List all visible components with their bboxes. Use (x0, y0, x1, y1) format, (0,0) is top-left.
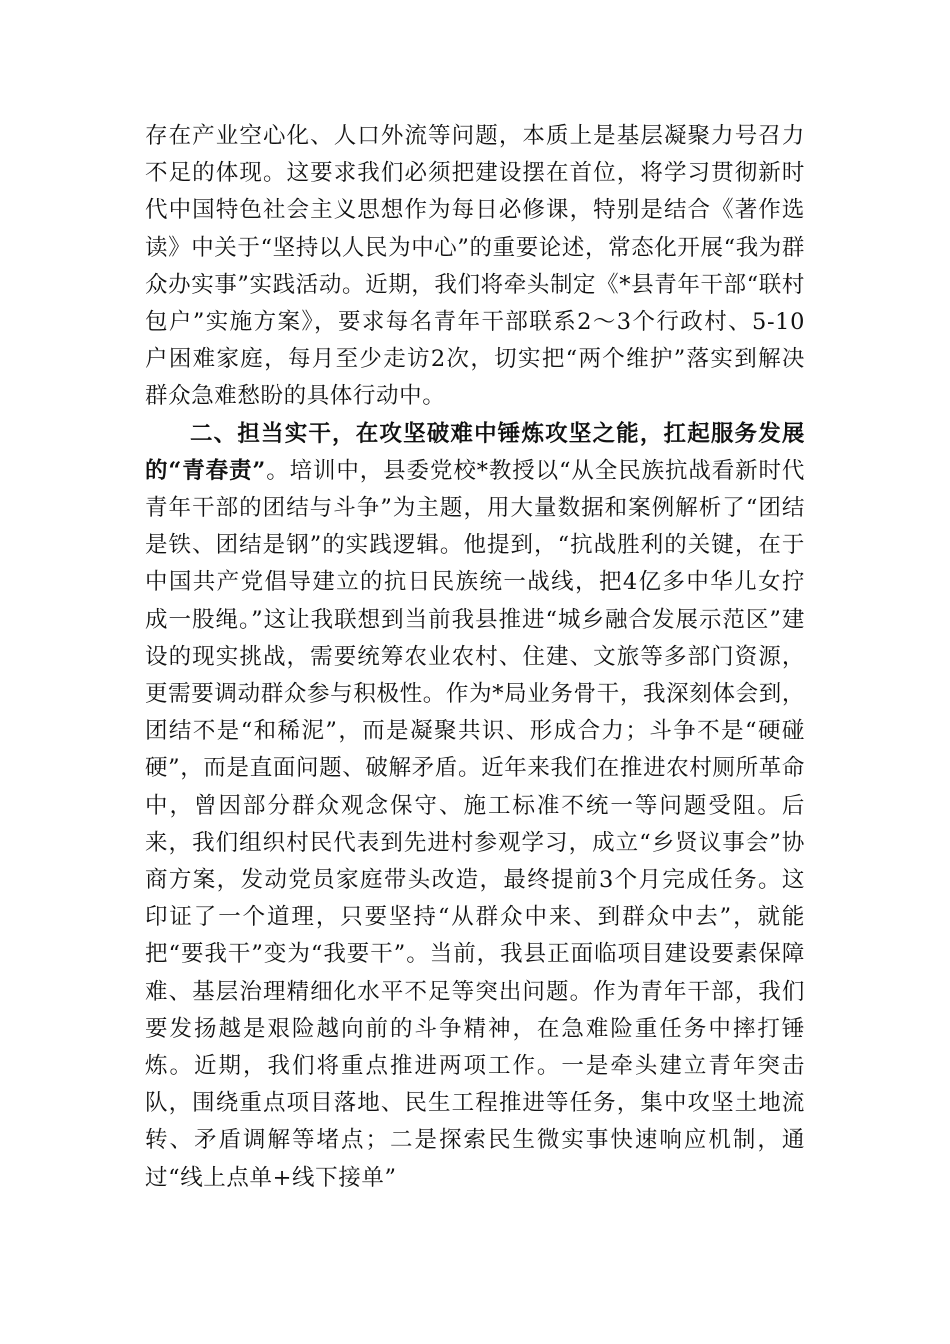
paragraph-continued (145, 118, 805, 416)
section-heading: 二、担当实干，在攻坚破难中锤炼攻坚之能，扛起服务发展的“青春责” (145, 420, 805, 484)
document-body (145, 118, 805, 1197)
paragraph-section-two (145, 416, 805, 1197)
paragraph-text: 存在产业空心化、人口外流等问题，本质上是基层凝聚力号召力不足的体现。这要求我们必须把建设摆在首位，将学习贯彻新时代中国特色社会主义思想作为每日必修课，特别是结合《著作选读》中关于“坚持以人民为中心”的重要论述，常态化开展“我为群众办实事”实践活动。近期，我们将牵头制定《*县青年干部“联村包户”实施方案》，要求每名青年干部联系2～3个行政村、5-10户困难家庭，每月至少走访2次，切实把“两个维护”落实到解决群众急难愁盼的具体行动中。 (145, 123, 806, 410)
paragraph-text: 。培训中，县委党校*教授以“从全民族抗战看新时代青年干部的团结与斗争”为主题，用大量数据和案例解析了“团结是铁、团结是钢”的实践逻辑。他提到，“抗战胜利的关键，在于中国共产党倡导建立的抗日民族统一战线，把4亿多中华儿女拧成一股绳。”这让我联想到当前我县推进“城乡融合发展示范区”建设的现实挑战，需要统筹农业农村、住建、文旅等多部门资源，更需要调动群众参与积极性。作为*局业务骨干，我深刻体会到，团结不是“和稀泥”，而是凝聚共识、形成合力；斗争不是“硬碰硬”，而是直面问题、破解矛盾。近年来我们在推进农村厕所革命中，曾因部分群众观念保守、施工标准不统一等问题受阻。后来，我们组织村民代表到先进村参观学习，成立“乡贤议事会”协商方案，发动党员家庭带头改造，最终提前3个月完成任务。这印证了一个道理，只要坚持“从群众中来、到群众中去”，就能把“要我干”变为“我要干”。当前，我县正面临项目建设要素保障难、基层治理精细化水平不足等突出问题。作为青年干部，我们要发扬越是艰险越向前的斗争精神，在急难险重任务中摔打锤炼。近期，我们将重点推进两项工作。一是牵头建立青年突击队，围绕重点项目落地、民生工程推进等任务，集中攻坚土地流转、矛盾调解等堵点；二是探索民生微实事快速响应机制，通过“线上点单+线下接单” (145, 457, 806, 1191)
